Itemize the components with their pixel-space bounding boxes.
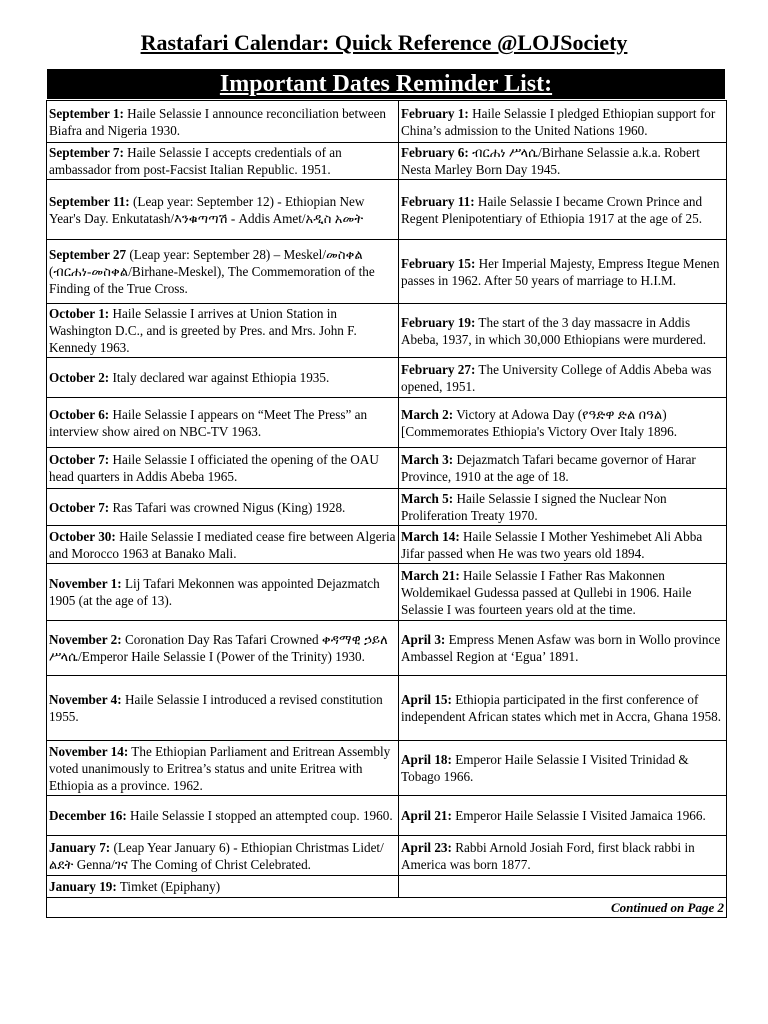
entry-text: ብርሐነ ሥላሴ/Birhane Selassie a.k.a. Robert Nesta Marley Born Day 1945. xyxy=(401,145,700,177)
entry-date: February 27: xyxy=(401,361,476,377)
table-row xyxy=(47,564,727,621)
entry-text: Haile Selassie I pledged Ethiopian support for China’s admission to the United Nations 1960. xyxy=(401,105,716,138)
right-entry xyxy=(399,398,727,448)
entry-date: February 19: xyxy=(401,314,476,330)
entry-text: The Ethiopian Parliament and Eritrean Assembly voted unanimously to Eritrea’s status and unite Eritrea with Ethiopia as a province. 1962. xyxy=(49,743,391,793)
table-row xyxy=(47,621,727,676)
right-entry xyxy=(399,796,727,836)
left-entry xyxy=(47,240,399,304)
table-row xyxy=(47,180,727,240)
right-entry xyxy=(399,101,727,143)
entry-date: January 19: xyxy=(49,879,117,894)
left-entry xyxy=(47,876,399,898)
entry-date: March 21: xyxy=(401,567,460,583)
entry-date: November 4: xyxy=(49,692,122,707)
entry-date: January 7: xyxy=(49,839,111,855)
entry-date: March 14: xyxy=(401,528,460,544)
entry-text: Haile Selassie I Mother Yeshimebet Ali Abba Jifar passed when He was two years old 1894. xyxy=(401,528,703,561)
right-entry xyxy=(399,526,727,564)
table-row xyxy=(47,398,727,448)
left-entry xyxy=(47,358,399,398)
entry-text: (Leap year: September 28) – Meskel/መስቀል (ብርሐነ-መስቀል/Birhane-Meskel), The Commemoration of the Finding of the True Cross. xyxy=(49,247,375,296)
entry-text: Lij Tafari Mekonnen was appointed Dejazmatch 1905 (at the age of 13). xyxy=(49,576,380,608)
entry-text: The University College of Addis Abeba was opened, 1951. xyxy=(401,361,712,394)
entry-text: (Leap year: September 12) - Ethiopian New Year's Day. Enkutatash/እንቁጣጣሽ - Addis Amet/አዲስ አመት xyxy=(49,193,365,226)
right-entry xyxy=(399,676,727,741)
entry-text: Victory at Adowa Day (የዓድዋ ድል በዓል) [Commemorates Ethiopia's Victory Over Italy 1896. xyxy=(401,406,678,439)
entry-text: Haile Selassie I announce reconciliation between Biafra and Nigeria 1930. xyxy=(49,105,387,138)
right-entry xyxy=(399,143,727,180)
entry-text: Haile Selassie I stopped an attempted coup. 1960. xyxy=(126,808,393,823)
right-entry xyxy=(399,489,727,526)
left-entry xyxy=(47,398,399,448)
right-entry xyxy=(399,621,727,676)
entry-date: October 7: xyxy=(49,452,110,467)
dates-table xyxy=(46,100,727,918)
table-row xyxy=(47,526,727,564)
entry-text: Haile Selassie I arrives at Union Station in Washington D.C., and is greeted by Pres. and Mrs. John F. Kennedy 1963. xyxy=(49,306,357,355)
entry-date: October 7: xyxy=(49,499,110,515)
entry-date: September 1: xyxy=(49,105,124,121)
entry-text: Haile Selassie I appears on “Meet The Press” an interview show aired on NBC-TV 1963. xyxy=(49,406,368,439)
entry-text: Her Imperial Majesty, Empress Itegue Menen passes in 1962. After 50 years of marriage to H.I.M. xyxy=(401,255,720,288)
entry-text: Haile Selassie I signed the Nuclear Non Proliferation Treaty 1970. xyxy=(401,491,667,523)
entry-date: April 15: xyxy=(401,692,452,707)
left-entry xyxy=(47,143,399,180)
right-entry xyxy=(399,448,727,489)
entry-text: Haile Selassie I officiated the opening of the OAU head quarters in Addis Abeba 1965. xyxy=(49,452,379,484)
left-entry xyxy=(47,526,399,564)
entry-date: April 21: xyxy=(401,808,452,823)
banner-text: Important Dates Reminder List: xyxy=(219,71,553,97)
left-entry xyxy=(47,621,399,676)
right-entry xyxy=(399,240,727,304)
right-entry xyxy=(399,741,727,796)
entry-date: April 3: xyxy=(401,632,446,647)
table-row xyxy=(47,489,727,526)
entry-text: (Leap Year January 6) - Ethiopian Christmas Lidet/ልደት Genna/ገና The Coming of Christ Celebrated. xyxy=(49,839,384,872)
right-entry xyxy=(399,358,727,398)
entry-date: December 16: xyxy=(49,808,127,823)
entry-date: February 1: xyxy=(401,105,469,121)
right-entry xyxy=(399,836,727,876)
table-row xyxy=(47,358,727,398)
table-row xyxy=(47,796,727,836)
entry-date: September 27 xyxy=(49,247,127,262)
entry-date: March 2: xyxy=(401,406,454,422)
entry-date: March 5: xyxy=(401,491,454,506)
table-row xyxy=(47,741,727,796)
entry-date: September 11: xyxy=(49,193,130,209)
entry-date: February 15: xyxy=(401,255,476,271)
entry-text: Italy declared war against Ethiopia 1935. xyxy=(109,370,330,385)
entry-date: October 2: xyxy=(49,370,110,385)
entry-text: Coronation Day Ras Tafari Crowned ቀዳማዊ ኃይለ ሥላሴ/Emperor Haile Selassie I (Power of the Trinity) 1930. xyxy=(49,632,388,664)
entry-date: April 23: xyxy=(401,839,452,855)
left-entry xyxy=(47,180,399,240)
left-entry xyxy=(47,564,399,621)
entry-text: Empress Menen Asfaw was born in Wollo province Ambassel Region at ‘Egua’ 1891. xyxy=(401,632,721,664)
entry-date: February 11: xyxy=(401,193,475,209)
table-row xyxy=(47,304,727,358)
section-banner xyxy=(47,69,725,99)
left-entry xyxy=(47,796,399,836)
entry-date: October 30: xyxy=(49,528,116,544)
left-entry xyxy=(47,448,399,489)
right-entry xyxy=(399,304,727,358)
entry-date: November 2: xyxy=(49,632,122,647)
entry-date: February 6: xyxy=(401,145,469,160)
left-entry xyxy=(47,101,399,143)
right-entry xyxy=(399,564,727,621)
entry-text: Haile Selassie I accepts credentials of an ambassador from post-Facsist Italian Republic. 1951. xyxy=(49,145,342,177)
entry-text: Emperor Haile Selassie I Visited Jamaica 1966. xyxy=(451,808,706,823)
left-entry xyxy=(47,304,399,358)
entry-date: April 18: xyxy=(401,752,452,767)
entry-date: March 3: xyxy=(401,452,454,467)
entry-date: November 14: xyxy=(49,743,129,759)
entry-text: Emperor Haile Selassie I Visited Trinidad & Tobago 1966. xyxy=(401,752,689,784)
dates-table-body xyxy=(47,101,727,898)
page-title: Rastafari Calendar: Quick Reference @LOJSociety xyxy=(140,30,628,55)
left-entry xyxy=(47,741,399,796)
entry-text: Ethiopia participated in the first conference of independent African states which met in Accra, Ghana 1958. xyxy=(401,692,722,724)
left-entry xyxy=(47,489,399,526)
left-entry xyxy=(47,836,399,876)
table-row xyxy=(47,101,727,143)
table-row xyxy=(47,836,727,876)
entry-date: November 1: xyxy=(49,576,122,591)
table-row xyxy=(47,143,727,180)
entry-text: Ras Tafari was crowned Nigus (King) 1928. xyxy=(109,499,346,515)
entry-date: October 1: xyxy=(49,306,110,321)
entry-text: Timket (Epiphany) xyxy=(116,879,221,894)
footer-row xyxy=(47,898,727,918)
entry-date: September 7: xyxy=(49,145,124,160)
entry-text: Rabbi Arnold Josiah Ford, first black rabbi in America was born 1877. xyxy=(401,839,695,872)
table-row xyxy=(47,240,727,304)
entry-text: The start of the 3 day massacre in Addis Abeba, 1937, in which 30,000 Ethiopians were murdered. xyxy=(401,314,707,347)
entry-text: Haile Selassie I became Crown Prince and Regent Plenipotentiary of Ethiopia 1917 at the age of 25. xyxy=(401,193,703,226)
right-entry xyxy=(399,180,727,240)
table-row xyxy=(47,448,727,489)
entry-text: Haile Selassie I mediated cease fire between Algeria and Morocco 1963 at Banako Mali. xyxy=(49,528,396,561)
continued-note: Continued on Page 2 xyxy=(47,898,727,918)
table-row xyxy=(47,676,727,741)
entry-text: Dejazmatch Tafari became governor of Harar Province, 1910 at the age of 18. xyxy=(401,452,696,484)
entry-text: Haile Selassie I introduced a revised constitution 1955. xyxy=(49,692,383,724)
left-entry xyxy=(47,676,399,741)
entry-date: October 6: xyxy=(49,406,110,422)
table-row xyxy=(47,876,727,898)
right-entry xyxy=(399,876,727,898)
entry-text: Haile Selassie I Father Ras Makonnen Woldemikael Gudessa passed at Qullebi in 1906. Haile Selassie I was fourteen years old at the time. xyxy=(401,567,692,617)
